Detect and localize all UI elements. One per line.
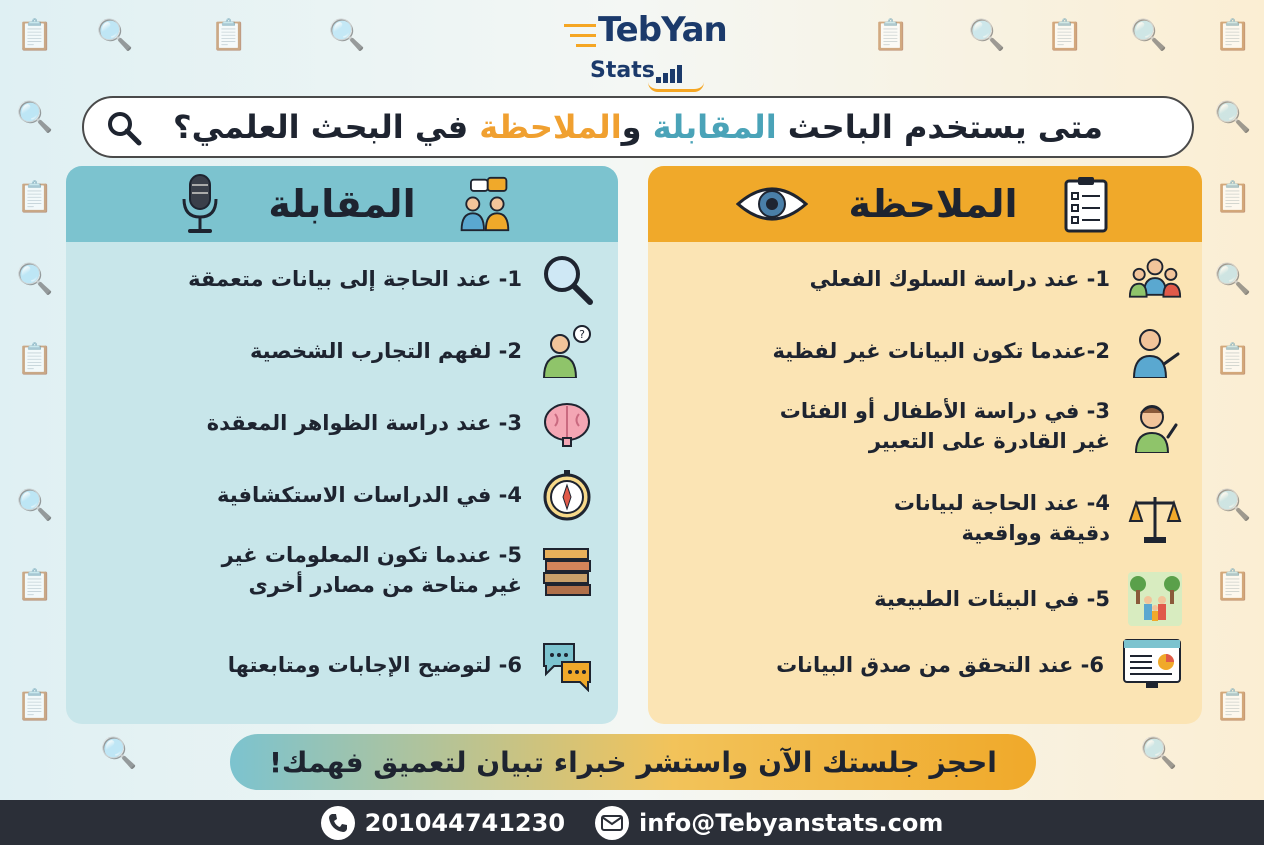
books-icon: [540, 543, 594, 597]
search-icon: 🔍: [1214, 488, 1252, 523]
observation-item: 3- في دراسة الأطفال أو الفئات غير القادرة على التعبير: [780, 396, 1182, 457]
clipboard-icon: 📋: [16, 18, 54, 53]
clipboard-icon: 📋: [16, 568, 54, 603]
phone-icon: [321, 806, 355, 840]
dashboard-screen-icon: [1122, 638, 1182, 692]
clipboard-icon: 📋: [1046, 18, 1084, 53]
logo-name-bottom: Stats: [590, 58, 655, 83]
title-bar: [82, 96, 1194, 158]
person-pointing-icon: [1128, 324, 1182, 378]
cta-banner[interactable]: [230, 734, 1036, 790]
clipboard-icon: 📋: [1214, 568, 1252, 603]
people-chat-icon: [456, 176, 512, 232]
microphone-icon: [172, 176, 228, 232]
search-icon: 🔍: [1140, 736, 1178, 771]
observation-item: 6- عند التحقق من صدق البيانات: [776, 638, 1182, 692]
interview-item: ? 2- لفهم التجارب الشخصية: [250, 324, 594, 378]
observation-item: 4- عند الحاجة لبيانات دقيقة وواقعية: [894, 488, 1182, 549]
logo-name-top: TebYan: [598, 10, 727, 50]
title-highlight-interview: المقابلة: [652, 108, 777, 146]
email-address: info@Tebyanstats.com: [639, 808, 944, 837]
search-icon: 🔍: [1130, 18, 1168, 53]
brain-icon: [540, 396, 594, 450]
clipboard-icon: 📋: [1214, 688, 1252, 723]
observation-panel: [648, 166, 1202, 724]
search-icon: 🔍: [96, 18, 134, 53]
observation-item: 1- عند دراسة السلوك الفعلي: [810, 252, 1182, 306]
logo: [560, 10, 727, 90]
chart-bars-icon: [656, 64, 684, 83]
group-people-icon: [1128, 252, 1182, 306]
footer-email[interactable]: [595, 806, 943, 840]
clipboard-icon: 📋: [1214, 18, 1252, 53]
search-icon: [106, 110, 142, 146]
search-icon: 🔍: [16, 488, 54, 523]
clipboard-icon: 📋: [1214, 342, 1252, 377]
thinking-person-icon: [540, 324, 594, 378]
search-icon: 🔍: [968, 18, 1006, 53]
clipboard-checklist-icon: [1058, 176, 1114, 232]
observation-item: 5- في البيئات الطبيعية: [874, 572, 1182, 626]
observation-header: [648, 166, 1202, 242]
clipboard-icon: 📋: [16, 342, 54, 377]
footer-phone[interactable]: [321, 806, 565, 840]
clipboard-icon: 📋: [1214, 180, 1252, 215]
page-title: متى يستخدم الباحث المقابلة والملاحظة في البحث العلمي؟: [173, 108, 1103, 146]
interview-header: [66, 166, 618, 242]
search-icon: 🔍: [100, 736, 138, 771]
title-highlight-observation: الملاحظة: [479, 108, 622, 146]
family-park-icon: [1128, 572, 1182, 626]
observation-heading: الملاحظة: [848, 182, 1018, 226]
search-icon: 🔍: [16, 100, 54, 135]
clipboard-icon: 📋: [210, 18, 248, 53]
svg-text:?: ?: [579, 328, 585, 341]
clipboard-icon: 📋: [16, 688, 54, 723]
search-icon: 🔍: [16, 262, 54, 297]
cta-text: احجز جلستك الآن واستشر خبراء تبيان لتعميق فهمك!: [269, 745, 997, 779]
search-icon: 🔍: [1214, 262, 1252, 297]
footer: [0, 800, 1264, 845]
eye-icon: [736, 176, 808, 232]
compass-icon: [540, 468, 594, 522]
chat-bubbles-icon: [540, 638, 594, 692]
mail-icon: [595, 806, 629, 840]
interview-panel: [66, 166, 618, 724]
magnifier-icon: [540, 252, 594, 306]
phone-number: 201044741230: [364, 808, 566, 837]
interview-item: 6- لتوضيح الإجابات ومتابعتها: [228, 638, 594, 692]
interview-item: 3- عند دراسة الظواهر المعقدة: [207, 396, 594, 450]
interview-item: 1- عند الحاجة إلى بيانات متعمقة: [188, 252, 594, 306]
clipboard-icon: 📋: [16, 180, 54, 215]
observation-item: 2-عندما تكون البيانات غير لفظية: [773, 324, 1182, 378]
scales-icon: [1128, 491, 1182, 545]
interview-item: 5- عندما تكون المعلومات غير غير متاحة من مصادر أخرى: [222, 540, 594, 601]
interview-heading: المقابلة: [268, 182, 416, 226]
search-icon: 🔍: [1214, 100, 1252, 135]
search-icon: 🔍: [328, 18, 366, 53]
interview-item: 4- في الدراسات الاستكشافية: [217, 468, 594, 522]
clipboard-icon: 📋: [872, 18, 910, 53]
child-icon: [1128, 399, 1182, 453]
